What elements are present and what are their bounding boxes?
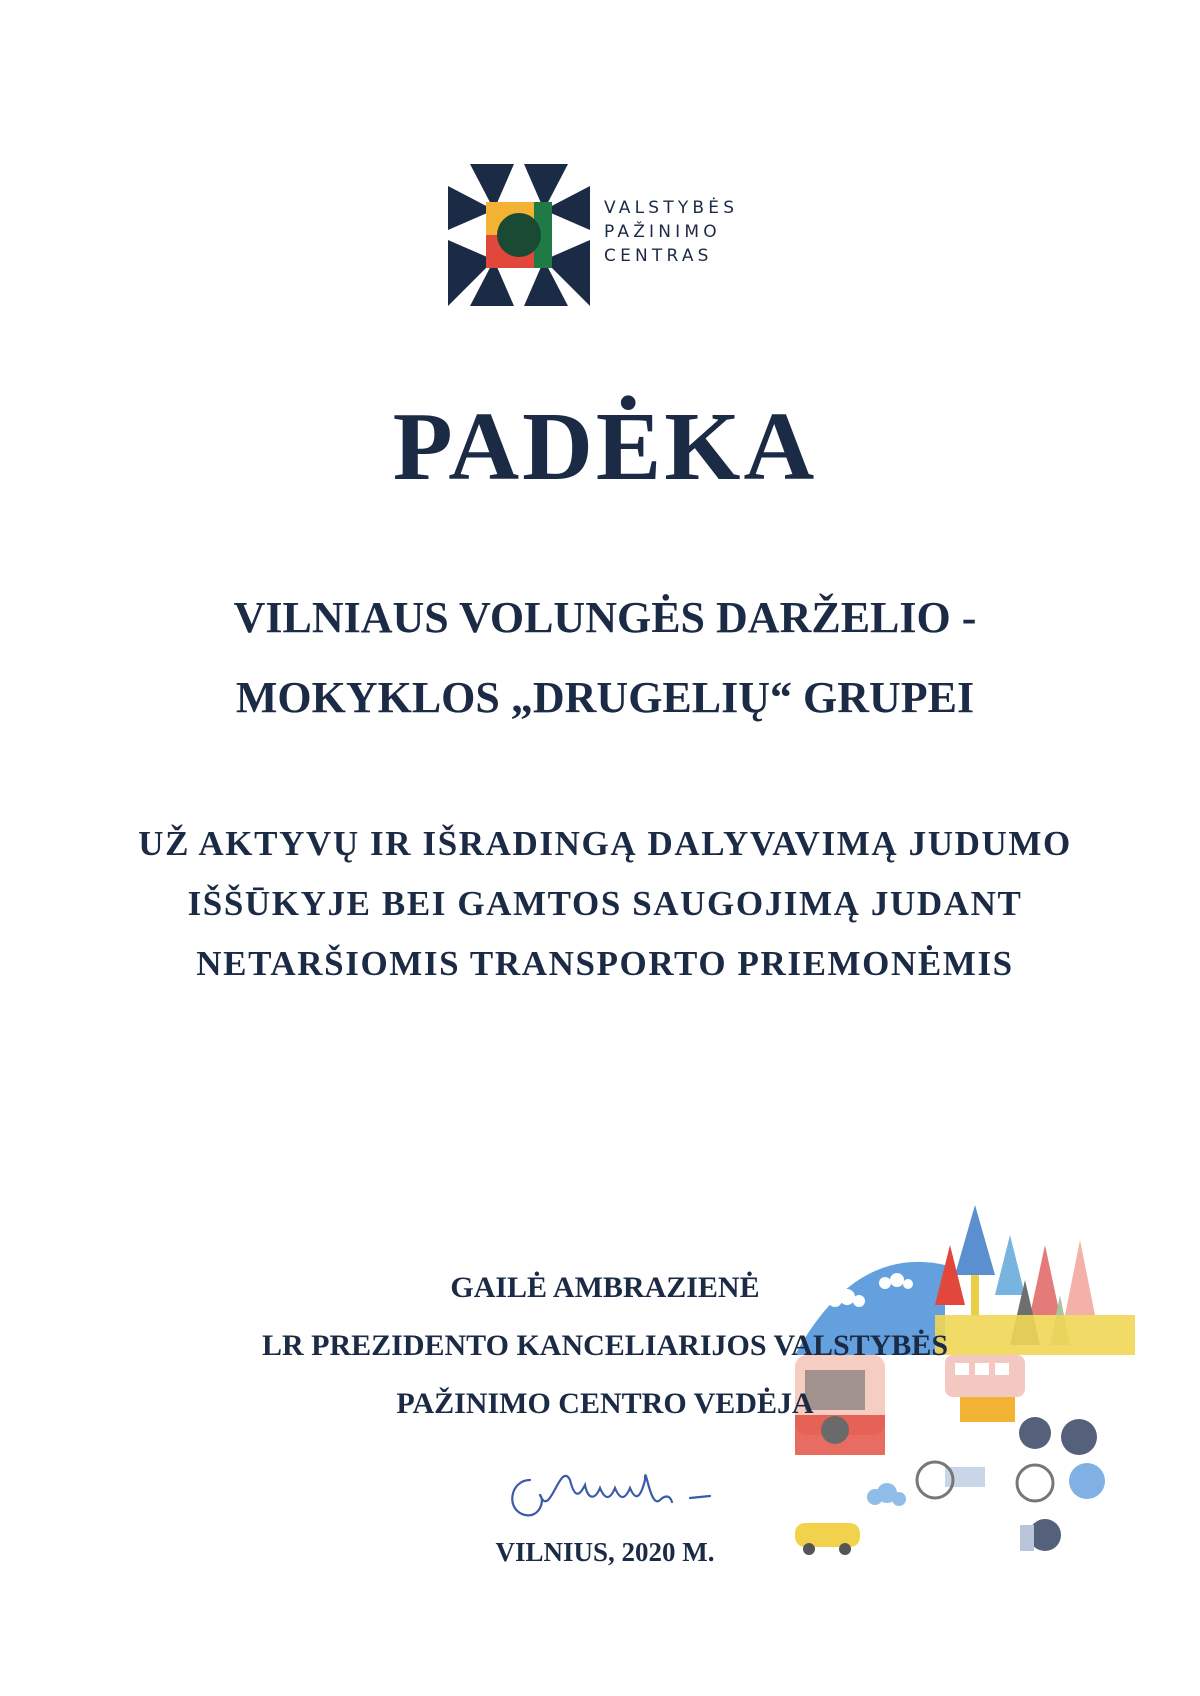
place-date: VILNIUS, 2020 M. [495,1537,715,1567]
signer-position-line: LR PREZIDENTO KANCELIARIJOS VALSTYBĖS [261,1329,949,1362]
logo-line: PAŽINIMO [604,222,721,242]
recipient-line: MOKYKLOS „DRUGELIŲ“ GRUPEI [235,673,975,722]
recipient-block [0,578,1200,738]
recipient-line: VILNIAUS VOLUNGĖS DARŽELIO - [233,593,977,642]
logo-star-icon [448,164,590,306]
reason-line: IŠŠŪKYJE BEI GAMTOS SAUGOJIMĄ JUDANT [187,884,1023,923]
reason-block [0,814,1200,994]
signer-name: GAILĖ AMBRAZIENĖ [450,1271,760,1304]
logo-line: VALSTYBĖS [604,198,739,218]
signer-block [0,1259,1200,1433]
reason-line: NETARŠIOMIS TRANSPORTO PRIEMONĖMIS [196,944,1014,983]
logo-line: CENTRAS [604,246,713,266]
signer-position-line: PAŽINIMO CENTRO VEDĖJA [396,1387,814,1420]
handwritten-signature-icon [500,1440,760,1540]
reason-line: UŽ AKTYVŲ IR IŠRADINGĄ DALYVAVIMĄ JUDUMO [138,824,1072,863]
logo-wordmark [604,196,824,268]
certificate-title: PADĖKA [392,393,818,501]
